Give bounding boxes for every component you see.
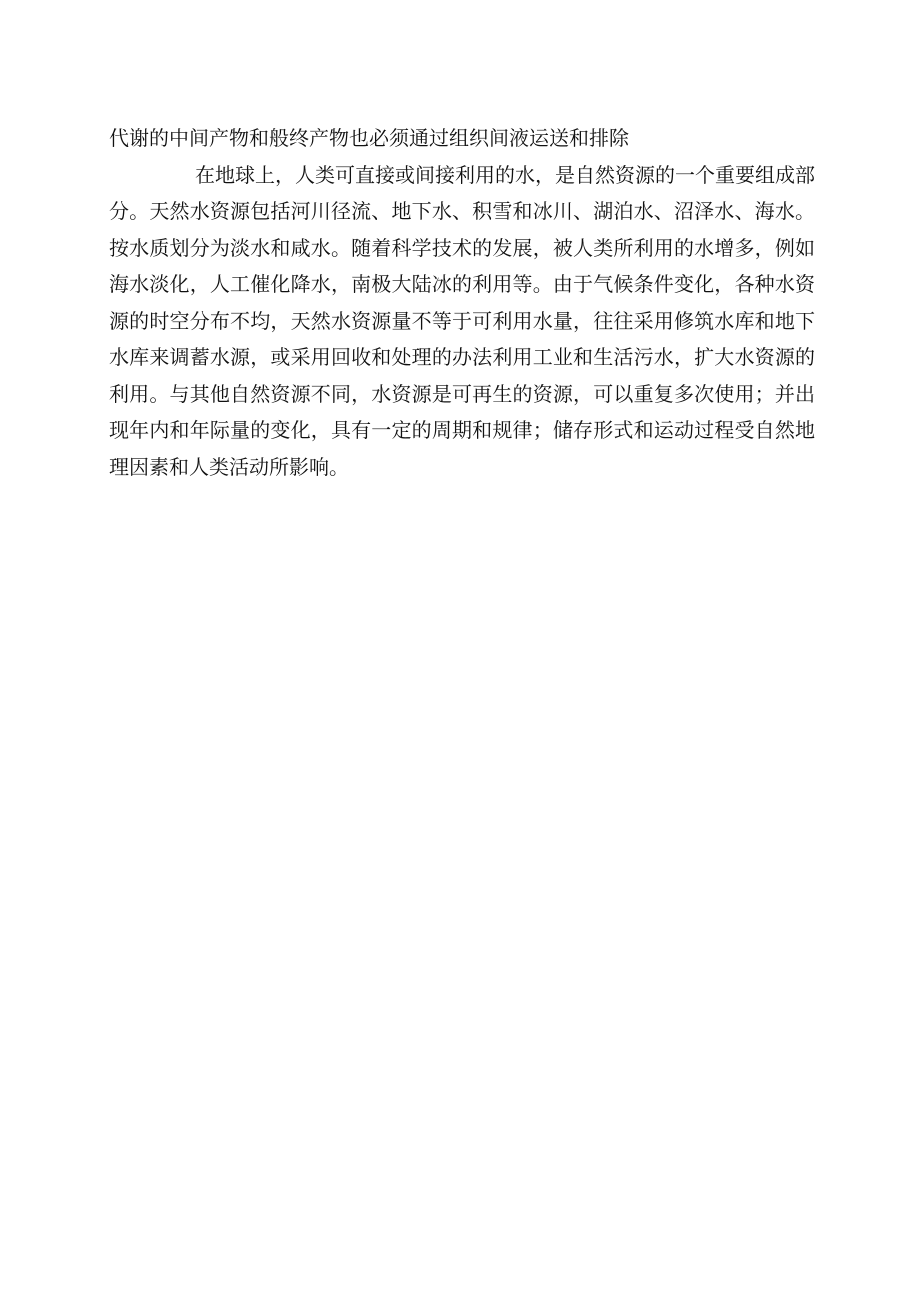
document-body <box>109 120 815 485</box>
paragraph-line: 源的时空分布不均，天然水资源量不等于可利用水量，往往采用修筑水库和地下 <box>109 308 815 333</box>
paragraph-last-line: 理因素和人类活动所影响。 <box>109 454 349 479</box>
paragraph-line: 按水质划分为淡水和咸水。随着科学技术的发展，被人类所利用的水增多，例如 <box>109 235 815 260</box>
paragraph-line: 利用。与其他自然资源不同，水资源是可再生的资源，可以重复多次使用；并出 <box>109 381 815 406</box>
intro-line: 代谢的中间产物和般终产物也必须通过组织间液运送和排除 <box>109 126 629 150</box>
paragraph-line: 在地球上，人类可直接或间接利用的水，是自然资源的一个重要组成部 <box>195 162 815 187</box>
paragraph-line: 水库来调蓄水源，或采用回收和处理的办法利用工业和生活污水，扩大水资源的 <box>109 345 815 369</box>
paragraph-line: 分。天然水资源包括河川径流、地下水、积雪和冰川、湖泊水、沼泽水、海水。 <box>109 199 815 223</box>
paragraph-line: 海水淡化，人工催化降水，南极大陆冰的利用等。由于气候条件变化，各种水资 <box>109 272 815 296</box>
paragraph-line: 现年内和年际量的变化，具有一定的周期和规律；储存形式和运动过程受自然地 <box>109 418 815 442</box>
